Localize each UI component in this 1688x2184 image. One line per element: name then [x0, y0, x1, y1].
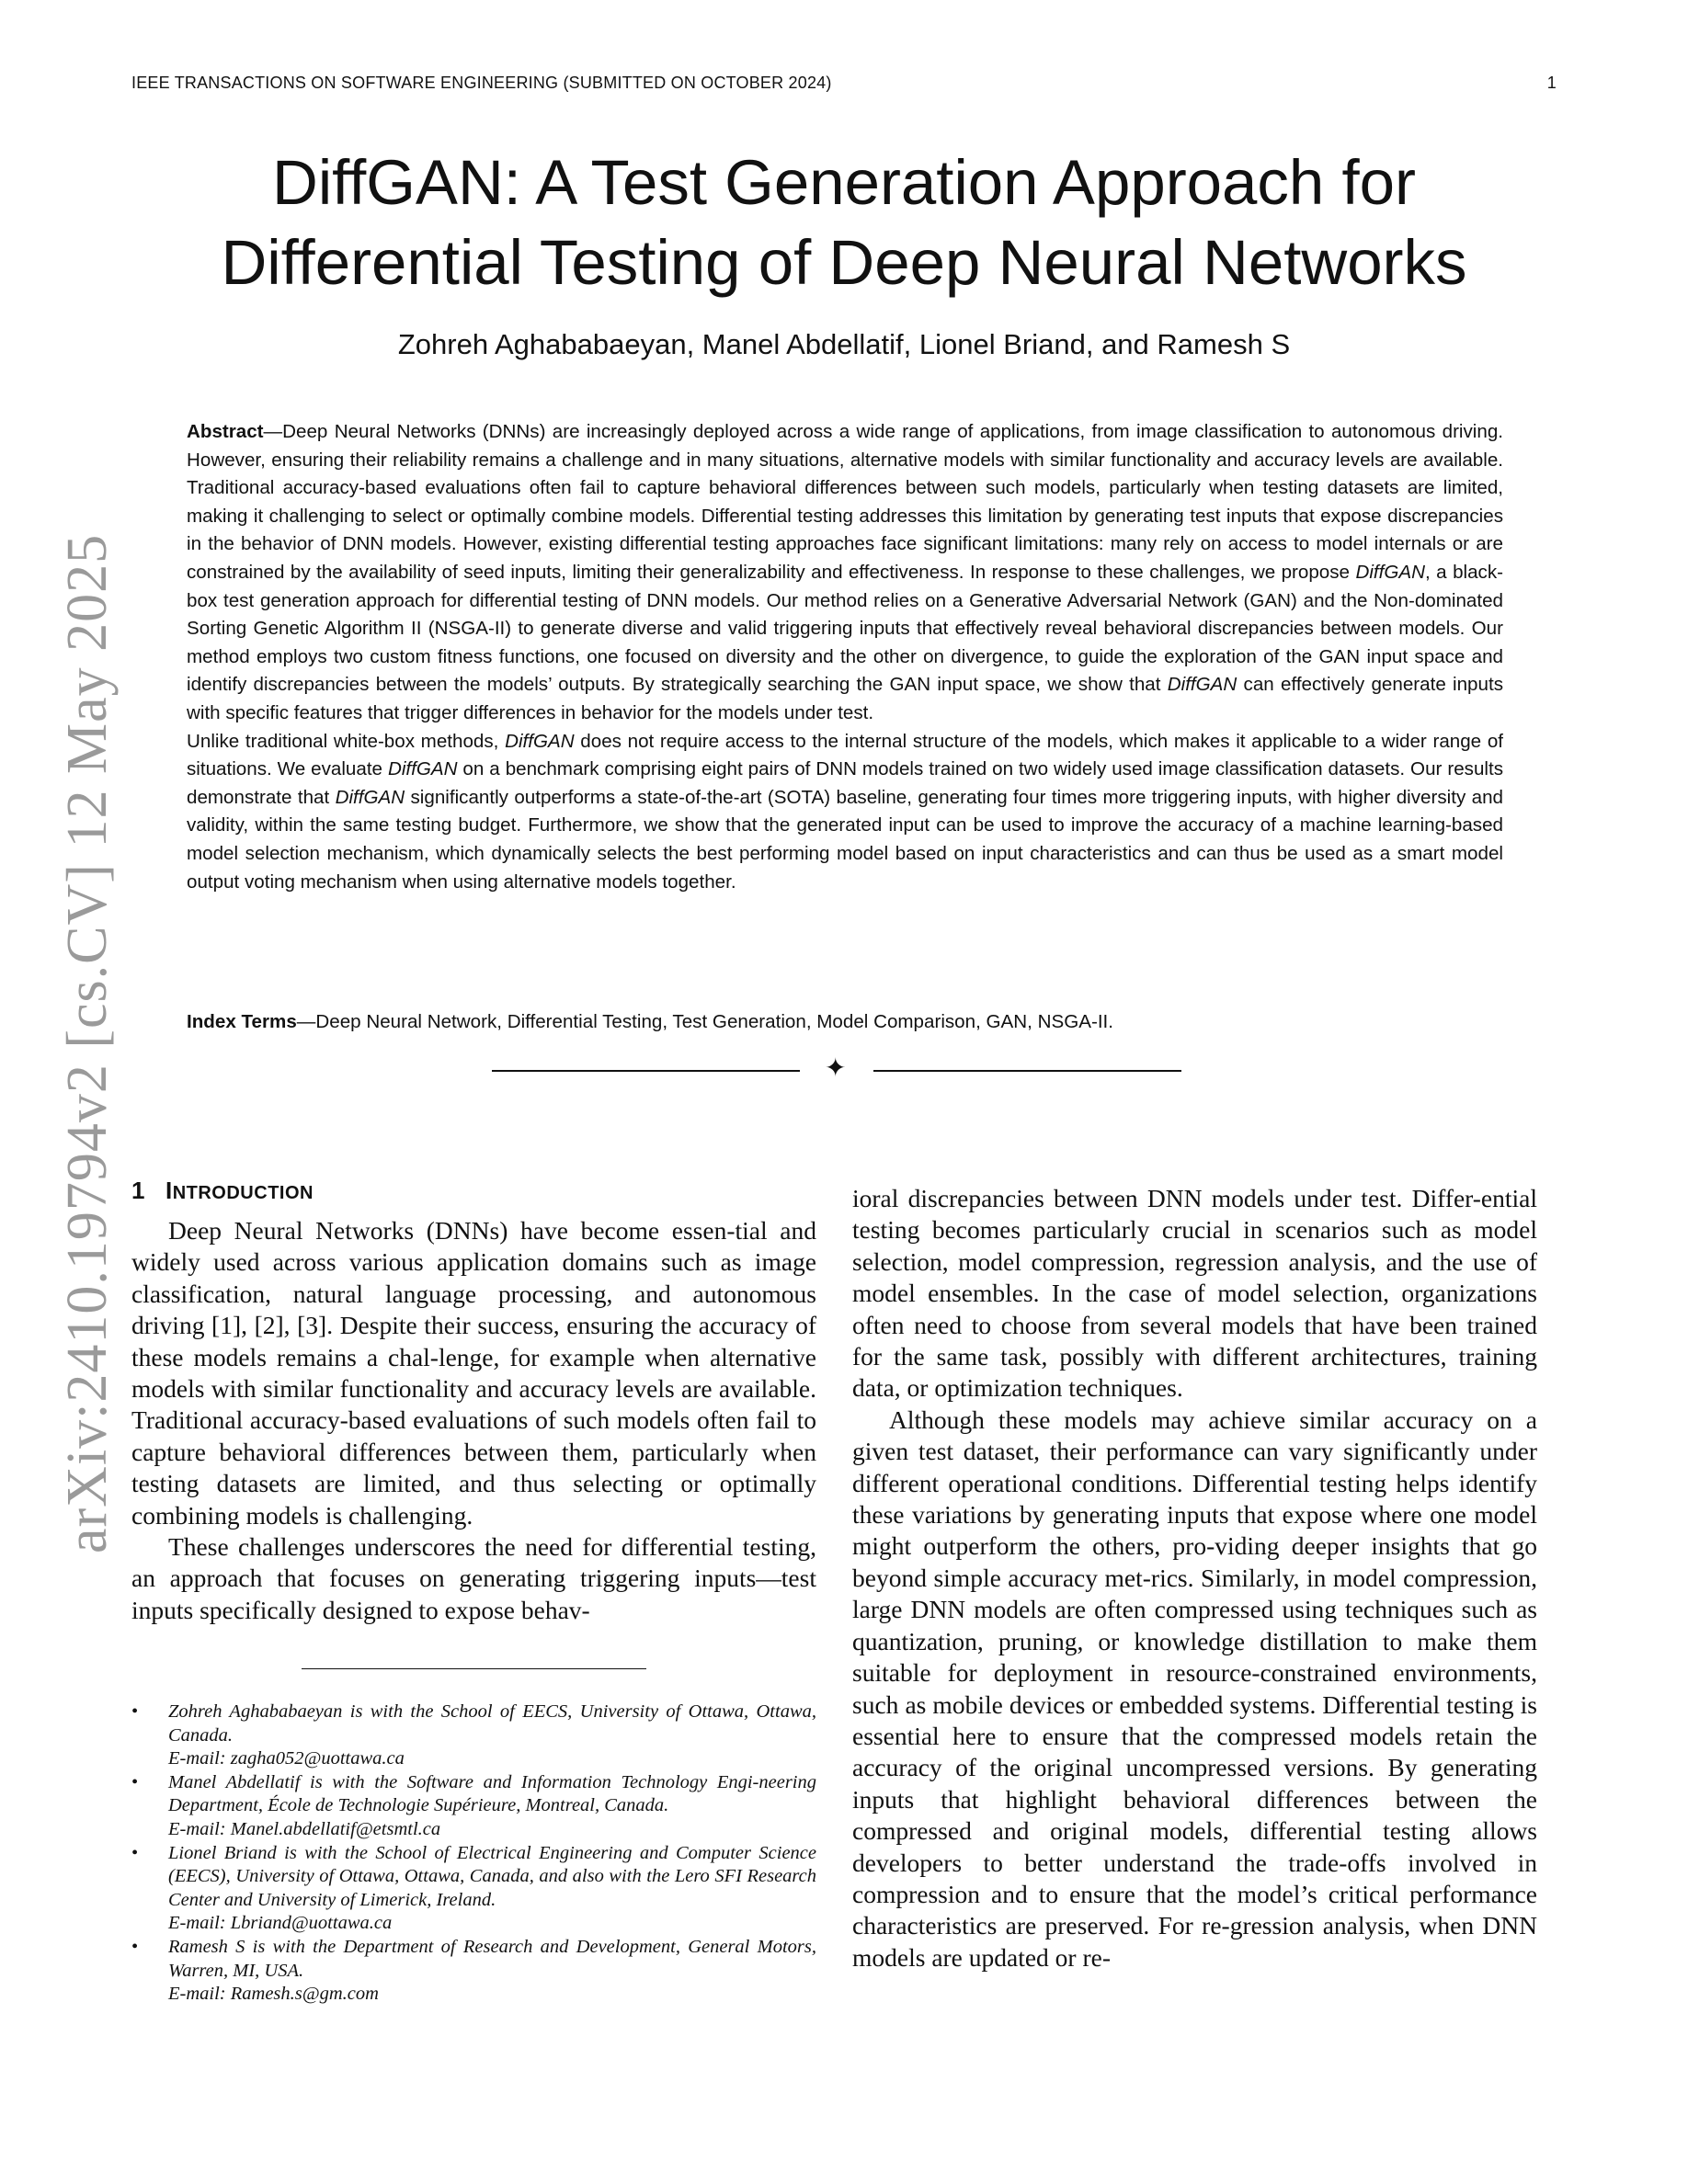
- method-name: DiffGAN: [387, 758, 458, 780]
- footnote-email: E-mail: Manel.abdellatif@etsmtl.ca: [168, 1818, 441, 1839]
- abstract-text: significantly outperforms a state-of-the-art (SOTA) baseline, generating four times more triggering inputs, with higher diversity and validity, within the same testing budget. Furthermore, we show that the generated input can be used to improve the accuracy of a machine learning-based model selection mechanism, which dynamically selects the best performing model based on input characteristics and can thus be used as a smart model output voting mechanism when using alternative models together.: [187, 786, 1503, 893]
- body-paragraph: Although these models may achieve similar accuracy on a given test dataset, their performance can vary significantly under different operational conditions. Differential testing helps identify these variations by generating inputs that expose where one model might outperform the others, pro-viding deeper insights that go beyond simple accuracy met-rics. Similarly, in model compression, large DNN models are often compressed using techniques such as quantization, pruning, or knowledge distillation to make them suitable for deployment in resource-constrained environments, such as mobile devices or embedded systems. Differential testing is essential here to ensure that the compressed models retain the accuracy of the original uncompressed versions. By generating inputs that highlight behavioral differences between the compressed and original models, differential testing allows developers to better understand the trade-offs involved in compression and to ensure that the model’s critical performance characteristics are preserved. For re-gression analysis, when DNN models are updated or re-: [852, 1405, 1537, 1972]
- bullet-icon: •: [131, 1771, 139, 1792]
- abstract-text: Unlike traditional white-box methods,: [187, 730, 506, 752]
- abstract-text: on a benchmark comprising eight pairs of DNN models trained on two widely used image classification datasets. Our results demonstrate that: [187, 758, 1503, 808]
- section-title-initial: I: [165, 1177, 173, 1204]
- right-column: [852, 1183, 1537, 1974]
- method-name: DiffGAN: [335, 786, 405, 808]
- footnote-item: [131, 1701, 816, 1771]
- footnote-text: Ramesh S is with the Department of Research and Development, General Motors, Warren, MI, USA.: [168, 1936, 816, 1981]
- abstract-text: does not require access to the internal structure of the models, which makes it applicable to a wider range of situations. We evaluate: [187, 730, 1503, 780]
- footnote-email: E-mail: zagha052@uottawa.ca: [168, 1748, 405, 1769]
- index-terms-text: —Deep Neural Network, Differential Testing, Test Generation, Model Comparison, GAN, NSGA-II.: [296, 1011, 1113, 1032]
- abstract-text: —Deep Neural Networks (DNNs) are increasingly deployed across a wide range of applications, from image classification to autonomous driving. However, ensuring their reliability remains a challenge and in many situations, alternative models with similar functionality and accuracy levels are available. Traditional accuracy-based evaluations often fail to capture behavioral differences between such models, particularly when testing datasets are limited, making it challenging to select or optimally combine models. Differential testing addresses this limitation by generating test inputs that expose discrepancies in the behavior of DNN models. However, existing differential testing approaches face significant limitations: many rely on access to model internals or are constrained by the availability of seed inputs, limiting their generalizability and effectiveness. In response to these challenges, we propose: [187, 421, 1503, 583]
- abstract: [187, 418, 1503, 896]
- separator-line-left: [492, 1070, 800, 1072]
- method-name: DiffGAN: [1167, 674, 1237, 696]
- paper-title: [131, 142, 1557, 302]
- footnote-item: [131, 1842, 816, 1936]
- footnote-item: [131, 1936, 816, 2007]
- body-paragraph: ioral discrepancies between DNN models under test. Differ-ential testing becomes particularly crucial in scenarios such as model selection, model compression, regression analysis, and the use of model ensembles. In the case of model selection, organizations often need to choose from several models that have been trained for the same task, possibly with different architectures, training data, or optimization techniques.: [852, 1184, 1537, 1403]
- running-header: [131, 74, 1557, 93]
- section-number: 1: [131, 1177, 145, 1204]
- abstract-paragraph-2: [187, 728, 1503, 897]
- index-terms: [187, 1011, 1503, 1033]
- separator-line-right: [873, 1070, 1181, 1072]
- page-number: 1: [1546, 74, 1557, 92]
- left-column: [131, 1215, 816, 1626]
- author-list: Zohreh Aghababaeyan, Manel Abdellatif, Lionel Briand, and Ramesh S: [397, 328, 1291, 360]
- body-paragraph: Deep Neural Networks (DNNs) have become essen-tial and widely used across various application domains such as image classification, natural language processing, and autonomous driving [1], [2], [3]. Despite their success, ensuring the accuracy of these models remains a chal-lenge, for example when alternative models with similar functionality and accuracy levels are available. Traditional accuracy-based evaluations of such models often fail to capture behavioral differences between them, particularly when testing datasets are limited, and thus selecting or optimally combining models is challenging.: [131, 1216, 816, 1530]
- abstract-label: Abstract: [187, 421, 264, 442]
- body-paragraph: These challenges underscores the need for differential testing, an approach that focuses on generating triggering inputs—test inputs specifically designed to expose behav-: [131, 1532, 816, 1624]
- bullet-icon: •: [131, 1936, 139, 1957]
- section-title-rest: NTRODUCTION: [172, 1183, 314, 1203]
- title-line-2: Differential Testing of Deep Neural Networks: [221, 227, 1467, 298]
- method-name: DiffGAN: [1355, 561, 1425, 583]
- footnote-email: E-mail: Lbriand@uottawa.ca: [168, 1913, 393, 1934]
- bullet-icon: •: [131, 1842, 139, 1863]
- method-name: DiffGAN: [505, 730, 575, 752]
- author-footnotes: [131, 1701, 816, 2007]
- section-heading: [131, 1177, 314, 1205]
- footnote-rule: [302, 1668, 646, 1669]
- footnote-text: Manel Abdellatif is with the Software and Information Technology Engi-neering Department, École de Technologie Supérieure, Montreal, Canada.: [168, 1771, 816, 1816]
- index-terms-label: Index Terms: [187, 1011, 297, 1032]
- journal-name: IEEE TRANSACTIONS ON SOFTWARE ENGINEERING (SUBMITTED ON OCTOBER 2024): [131, 74, 832, 92]
- abstract-paragraph-1: [187, 418, 1503, 728]
- footnote-email: E-mail: Ramesh.s@gm.com: [168, 1984, 379, 2005]
- section-separator: [492, 1054, 1181, 1085]
- footnote-text: Zohreh Aghababaeyan is with the School of EECS, University of Ottawa, Ottawa, Canada.: [168, 1701, 816, 1746]
- separator-diamond-icon: ✦: [825, 1054, 847, 1083]
- title-line-1: DiffGAN: A Test Generation Approach for: [272, 147, 1416, 218]
- arxiv-stamp: arXiv:2410.19794v2 [cs.CV] 12 May 2025: [56, 533, 119, 1553]
- footnote-text: Lionel Briand is with the School of Electrical Engineering and Computer Science (EECS), University of Ottawa, Ottawa, Canada, and also with the Lero SFI Research Center and University of Limerick, Ireland.: [168, 1842, 816, 1910]
- abstract-text: , a black-box test generation approach for differential testing of DNN models. Our method relies on a Generative Adversarial Network (GAN) and the Non-dominated Sorting Genetic Algorithm II (NSGA-II) to generate diverse and valid triggering inputs that effectively reveal behavioral discrepancies between models. Our method employs two custom fitness functions, one focused on diversity and the other on divergence, to guide the exploration of the GAN input space and identify discrepancies between the models’ outputs. By strategically searching the GAN input space, we show that: [187, 561, 1503, 696]
- bullet-icon: •: [131, 1701, 139, 1722]
- footnote-item: [131, 1771, 816, 1842]
- abstract-text: can effectively generate inputs with specific features that trigger differences in behavior for the models under test.: [187, 674, 1503, 723]
